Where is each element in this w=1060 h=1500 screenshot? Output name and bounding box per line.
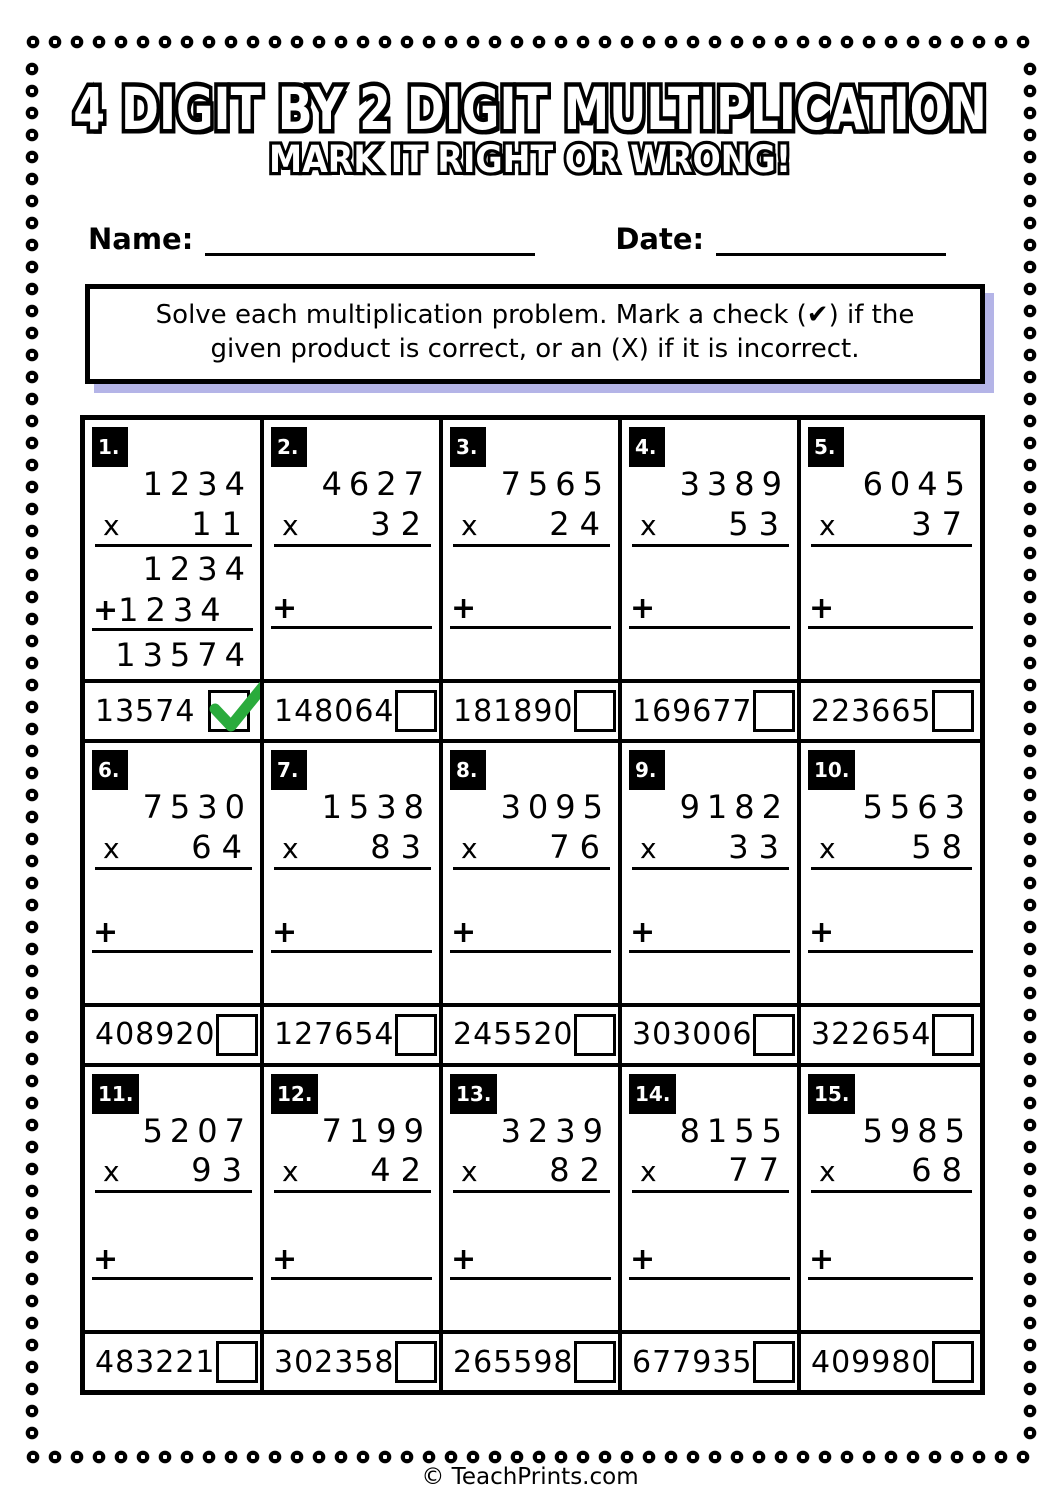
plus-row	[801, 1237, 980, 1277]
problem-number: 7.	[277, 758, 299, 783]
answer-strip	[264, 1330, 439, 1390]
work-area	[264, 743, 439, 1002]
problem-number-badge	[271, 1074, 318, 1114]
answer-checkbox[interactable]	[753, 690, 795, 732]
plus-row	[85, 910, 260, 950]
problem-number-badge	[629, 427, 665, 467]
border-dots-right	[1023, 58, 1037, 1446]
plus-sign: +	[272, 1242, 298, 1277]
multiplicand: 8155	[679, 1111, 789, 1150]
multiply-sign: x	[103, 1155, 120, 1189]
problem-number: 3.	[456, 435, 478, 459]
multiplicand: 3095	[500, 788, 610, 827]
multiplier: 42	[370, 1151, 431, 1190]
problem-cell-7	[264, 743, 443, 1066]
multiplier: 53	[728, 504, 789, 543]
problem-cell-10	[801, 743, 980, 1066]
plus-sign: +	[451, 1242, 477, 1277]
plus-row	[264, 586, 439, 626]
work-area	[443, 743, 618, 1002]
given-answer: 245520	[453, 1017, 574, 1053]
answer-checkbox[interactable]	[395, 690, 437, 732]
answer-checkbox[interactable]	[932, 690, 974, 732]
multiplier-row	[632, 1151, 789, 1193]
multiplicand: 7530	[142, 788, 252, 827]
multiplicand: 1234	[142, 465, 252, 503]
plus-row	[801, 586, 980, 626]
work-area	[264, 420, 439, 679]
answer-strip	[622, 679, 797, 739]
plus-sign: +	[272, 591, 298, 627]
multiplicand: 4627	[321, 465, 431, 503]
plus-sign: +	[93, 1242, 119, 1277]
problems-grid	[80, 415, 985, 1395]
plus-row	[622, 586, 797, 626]
problem-cell-8	[443, 743, 622, 1066]
multiplier-row	[453, 828, 610, 870]
given-answer: 181890	[453, 693, 574, 729]
multiplicand: 5563	[862, 788, 972, 827]
partial-product-1: 1234	[142, 549, 252, 588]
problem-cell-9	[622, 743, 801, 1066]
work-area	[801, 743, 980, 1002]
page-title: 4 DIGIT BY 2 DIGIT MULTIPLICATION	[73, 76, 987, 144]
multiply-sign: x	[819, 508, 836, 542]
work-area	[443, 1067, 618, 1330]
multiplicand: 6045	[862, 465, 972, 503]
work-area	[443, 420, 618, 679]
given-answer: 483221	[95, 1344, 216, 1380]
problem-number: 1.	[98, 435, 120, 459]
green-check-icon	[205, 676, 264, 738]
multiplier: 68	[911, 1151, 972, 1190]
work-area	[85, 420, 260, 679]
multiplicand: 9182	[679, 788, 789, 827]
answer-strip	[443, 1003, 618, 1063]
plus-row	[801, 910, 980, 950]
work-area	[801, 420, 980, 679]
border-dots-top	[26, 35, 1034, 49]
date-label: Date:	[615, 222, 705, 256]
plus-row	[443, 586, 618, 626]
multiplier-row	[274, 505, 431, 547]
multiplier: 76	[549, 828, 610, 867]
answer-strip	[85, 1330, 260, 1390]
multiplicand: 5985	[862, 1111, 972, 1150]
given-answer: 303006	[632, 1017, 753, 1053]
problem-number: 6.	[98, 758, 120, 783]
problem-number-badge	[450, 750, 486, 790]
multiply-sign: x	[103, 508, 120, 542]
name-input-line[interactable]	[205, 220, 535, 256]
instructions-box: Solve each multiplication problem. Mark a check (✔) if the given product is correct, or an (X) if it is incorrect.	[85, 284, 985, 384]
multiply-sign: x	[103, 832, 120, 866]
multiplier: 93	[191, 1151, 252, 1190]
plus-sign: +	[93, 914, 119, 950]
multiply-sign: x	[640, 508, 657, 542]
answer-checkbox[interactable]	[574, 1014, 616, 1056]
multiply-sign: x	[819, 832, 836, 866]
copyright-footer: © TeachPrints.com	[421, 1464, 639, 1490]
multiplier: 11	[191, 504, 252, 543]
answer-strip	[443, 679, 618, 739]
multiplier: 32	[370, 504, 431, 543]
multiply-sign: x	[461, 1155, 478, 1189]
given-answer: 148064	[274, 693, 395, 729]
answer-checkbox[interactable]	[208, 690, 250, 732]
problem-number: 4.	[635, 435, 657, 459]
plus-sign: +	[809, 914, 835, 950]
answer-strip	[264, 1003, 439, 1063]
problem-number-badge	[808, 427, 844, 467]
multiplicand: 5207	[142, 1111, 252, 1150]
plus-row	[622, 910, 797, 950]
border-dots-bottom	[26, 1450, 1034, 1464]
sum-line[interactable]	[92, 628, 253, 631]
answer-strip	[622, 1330, 797, 1390]
answer-strip	[264, 679, 439, 739]
work-area	[622, 743, 797, 1002]
problem-number-badge	[629, 1074, 676, 1114]
answer-checkbox[interactable]	[753, 1014, 795, 1056]
plus-sign: +	[809, 591, 835, 627]
multiplier: 77	[728, 1151, 789, 1190]
plus-row	[443, 1237, 618, 1277]
multiplier-row	[274, 1151, 431, 1193]
problem-number: 11.	[98, 1081, 134, 1106]
partial-product-2: 1234	[118, 590, 228, 629]
multiplier: 58	[911, 828, 972, 867]
answer-checkbox[interactable]	[574, 1341, 616, 1383]
worked-product: 13574	[115, 635, 252, 674]
multiplier: 24	[549, 504, 610, 543]
multiplier-row	[453, 505, 610, 547]
problem-number-badge	[808, 750, 855, 790]
problem-number: 15.	[814, 1081, 850, 1106]
answer-checkbox[interactable]	[574, 690, 616, 732]
multiplicand: 3239	[500, 1111, 610, 1150]
work-area	[622, 420, 797, 679]
multiplicand: 7199	[321, 1111, 431, 1150]
answer-checkbox[interactable]	[753, 1341, 795, 1383]
work-area	[622, 1067, 797, 1330]
multiply-sign: x	[461, 832, 478, 866]
border-dots-left	[25, 58, 39, 1446]
problem-cell-12	[264, 1067, 443, 1390]
given-answer: 169677	[632, 693, 753, 729]
plus-sign: +	[630, 914, 656, 950]
plus-sign: +	[809, 1242, 835, 1277]
multiply-sign: x	[282, 508, 299, 542]
multiplier-row	[811, 505, 972, 547]
multiplicand: 3389	[679, 465, 789, 503]
problem-number: 14.	[635, 1081, 671, 1106]
multiply-sign: x	[282, 832, 299, 866]
work-area	[85, 743, 260, 1002]
given-answer: 322654	[811, 1017, 932, 1053]
answer-strip	[85, 1003, 260, 1063]
given-answer: 265598	[453, 1344, 574, 1380]
multiplier: 64	[191, 828, 252, 867]
plus-sign: +	[272, 914, 298, 950]
answer-checkbox[interactable]	[395, 1341, 437, 1383]
page-subtitle: MARK IT RIGHT OR WRONG!	[268, 138, 792, 182]
answer-checkbox[interactable]	[932, 1341, 974, 1383]
work-area	[85, 1067, 260, 1330]
multiplier-row	[453, 1151, 610, 1193]
problem-cell-14	[622, 1067, 801, 1390]
plus-row	[264, 910, 439, 950]
multiply-sign: x	[640, 1155, 657, 1189]
plus-sign: +	[451, 591, 477, 627]
multiplier-row	[274, 828, 431, 870]
problem-number: 10.	[814, 758, 850, 783]
multiplier-row	[811, 828, 972, 870]
problem-cell-11	[85, 1067, 264, 1390]
answer-checkbox[interactable]	[216, 1014, 258, 1056]
problem-number-badge	[92, 427, 128, 467]
plus-sign: +	[93, 592, 119, 628]
multiplier-row	[95, 505, 252, 547]
problem-number-badge	[450, 427, 486, 467]
problem-number-badge	[629, 750, 665, 790]
answer-checkbox[interactable]	[932, 1014, 974, 1056]
multiply-sign: x	[640, 832, 657, 866]
multiplicand: 7565	[500, 465, 610, 503]
problem-cell-13	[443, 1067, 622, 1390]
multiply-sign: x	[819, 1155, 836, 1189]
problem-cell-1	[85, 420, 264, 743]
problem-number-badge	[92, 1074, 139, 1114]
problem-cell-6	[85, 743, 264, 1066]
problem-number-badge	[450, 1074, 497, 1114]
given-answer: 13574	[95, 693, 196, 729]
given-answer: 127654	[274, 1017, 395, 1053]
problem-number-badge	[271, 750, 307, 790]
problem-number: 9.	[635, 758, 657, 783]
problem-number-badge	[808, 1074, 855, 1114]
multiplier-row	[632, 828, 789, 870]
plus-row	[85, 588, 260, 628]
work-area	[264, 1067, 439, 1330]
multiplier-row	[811, 1151, 972, 1193]
problem-cell-3	[443, 420, 622, 743]
multiplier: 83	[370, 828, 431, 867]
multiplier-row	[632, 505, 789, 547]
problem-cell-2	[264, 420, 443, 743]
multiplicand: 1538	[321, 788, 431, 827]
problem-cell-5	[801, 420, 980, 743]
given-answer: 409980	[811, 1344, 932, 1380]
plus-sign: +	[630, 591, 656, 627]
given-answer: 223665	[811, 693, 932, 729]
problem-number-badge	[271, 427, 307, 467]
problem-number-badge	[92, 750, 128, 790]
problem-cell-4	[622, 420, 801, 743]
given-answer: 302358	[274, 1344, 395, 1380]
problem-cell-15	[801, 1067, 980, 1390]
answer-strip	[801, 1003, 980, 1063]
work-area	[801, 1067, 980, 1330]
plus-row	[85, 1237, 260, 1277]
multiply-sign: x	[461, 508, 478, 542]
problem-number: 12.	[277, 1081, 313, 1106]
answer-strip	[85, 679, 260, 739]
answer-checkbox[interactable]	[395, 1014, 437, 1056]
multiplier: 82	[549, 1151, 610, 1190]
plus-row	[622, 1237, 797, 1277]
answer-strip	[443, 1330, 618, 1390]
problem-number: 2.	[277, 435, 299, 459]
problem-number: 5.	[814, 435, 836, 459]
answer-strip	[801, 1330, 980, 1390]
given-answer: 408920	[95, 1017, 216, 1053]
answer-strip	[622, 1003, 797, 1063]
problem-number: 8.	[456, 758, 478, 783]
multiplier: 33	[728, 828, 789, 867]
plus-row	[443, 910, 618, 950]
name-date-row	[88, 220, 946, 256]
multiply-sign: x	[282, 1155, 299, 1189]
plus-sign: +	[451, 914, 477, 950]
multiplier: 37	[911, 504, 972, 543]
answer-strip	[801, 679, 980, 739]
multiplier-row	[95, 1151, 252, 1193]
given-answer: 677935	[632, 1344, 753, 1380]
date-input-line[interactable]	[716, 220, 946, 256]
name-label: Name:	[88, 222, 194, 256]
problem-number: 13.	[456, 1081, 492, 1106]
plus-sign: +	[630, 1242, 656, 1277]
answer-checkbox[interactable]	[216, 1341, 258, 1383]
multiplier-row	[95, 828, 252, 870]
plus-row	[264, 1237, 439, 1277]
